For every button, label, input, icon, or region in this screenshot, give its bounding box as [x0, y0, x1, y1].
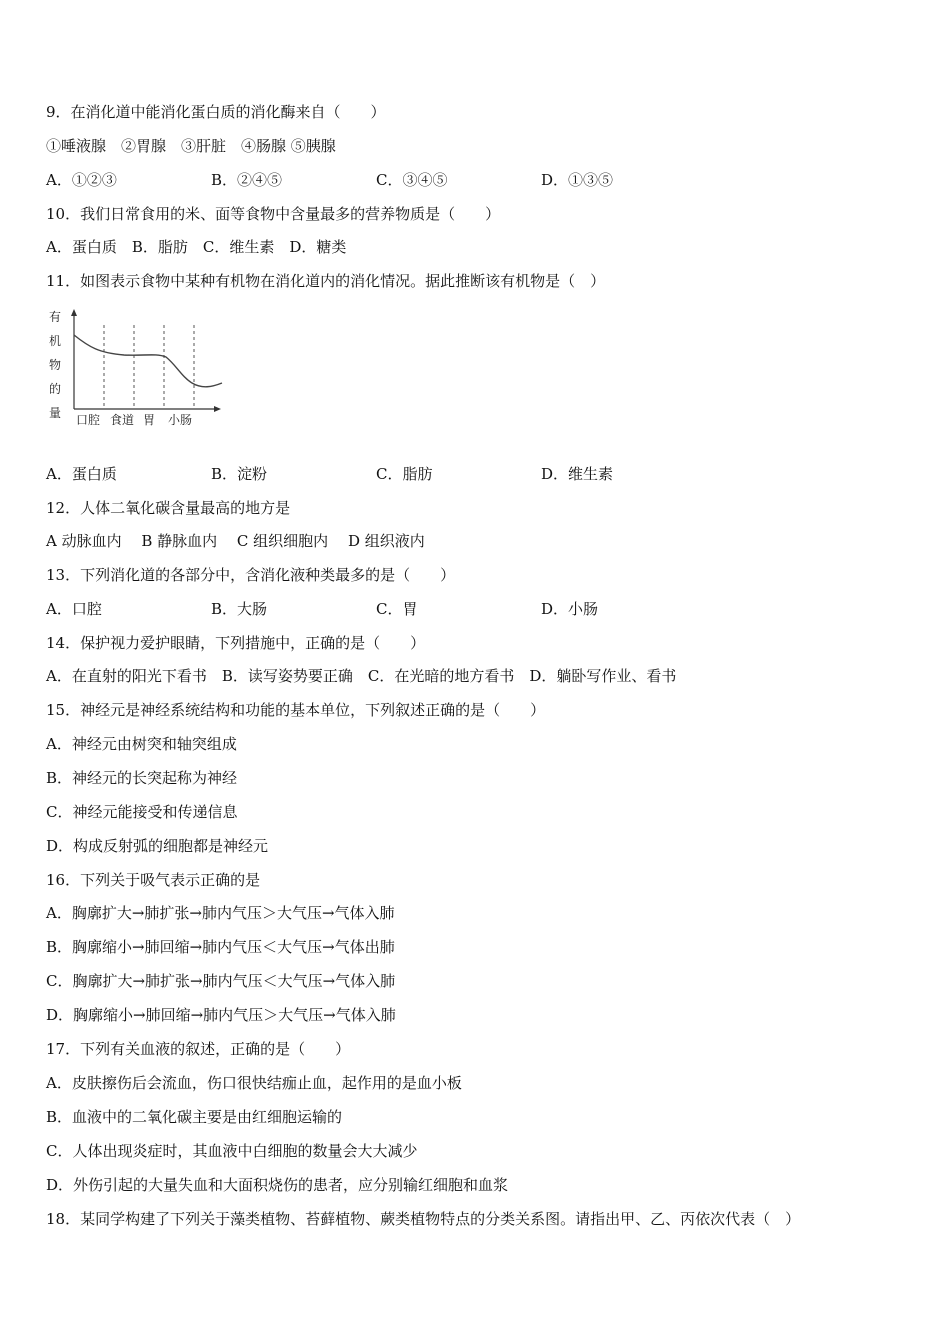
q10-options: A．蛋白质 B．脂肪 C．维生素 D．糖类: [46, 238, 347, 256]
q16-stem: 16．下列关于吸气表示正确的是: [46, 871, 261, 889]
y-label-char: 物: [49, 358, 62, 372]
digestion-curve-figure: [44, 305, 234, 430]
digestion-curve: [74, 335, 222, 387]
q15-stem: 15．神经元是神经系统结构和功能的基本单位，下列叙述正确的是（ ）: [46, 701, 546, 719]
q10-stem: 10．我们日常食用的米、面等食物中含量最多的营养物质是（ ）: [46, 205, 501, 223]
q9-option-b: B．②④⑤: [211, 171, 283, 189]
q13-option-a: A．口腔: [46, 600, 102, 618]
q15-option-d: D．构成反射弧的细胞都是神经元: [46, 837, 269, 855]
y-axis-arrow-icon: [71, 309, 77, 316]
q15-option-a: A．神经元由树突和轴突组成: [46, 735, 237, 753]
q17-option-a: A．皮肤擦伤后会流血，伤口很快结痂止血，起作用的是血小板: [46, 1074, 462, 1092]
q11-option-c: C．脂肪: [376, 465, 433, 483]
q9-items: ①唾液腺 ②胃腺 ③肝脏 ④肠腺 ⑤胰腺: [46, 137, 336, 155]
q15-option-b: B．神经元的长突起称为神经: [46, 769, 238, 787]
q17-option-d: D．外伤引起的大量失血和大面积烧伤的患者，应分别输红细胞和血浆: [46, 1176, 509, 1194]
q16-option-a: A．胸廓扩大→肺扩张→肺内气压＞大气压→气体入肺: [46, 904, 395, 922]
x-label: 小肠: [168, 413, 193, 427]
y-label-char: 有: [49, 310, 62, 324]
q11-stem: 11．如图表示食物中某种有机物在消化道内的消化情况。据此推断该有机物是（ ）: [46, 272, 606, 290]
q11-option-b: B．淀粉: [211, 465, 268, 483]
q17-option-b: B．血液中的二氧化碳主要是由红细胞运输的: [46, 1108, 343, 1126]
q14-stem: 14．保护视力爱护眼睛，下列措施中，正确的是（ ）: [46, 634, 426, 652]
x-label: 胃: [143, 413, 156, 427]
q13-option-b: B．大肠: [211, 600, 268, 618]
q13-option-d: D．小肠: [541, 600, 599, 618]
q9-stem: 9．在消化道中能消化蛋白质的消化酶来自（ ）: [46, 103, 386, 121]
y-label-char: 机: [49, 334, 62, 348]
q12-options: A 动脉血内 B 静脉血内 C 组织细胞内 D 组织液内: [46, 532, 425, 550]
q11-option-a: A．蛋白质: [46, 465, 117, 483]
q16-option-c: C．胸廓扩大→肺扩张→肺内气压＜大气压→气体入肺: [46, 972, 396, 990]
q14-options: A．在直射的阳光下看书 B．读写姿势要正确 C．在光暗的地方看书 D．躺卧写作业、看书: [46, 667, 677, 685]
q17-option-c: C．人体出现炎症时，其血液中白细胞的数量会大大减少: [46, 1142, 418, 1160]
x-label: 食道: [110, 413, 135, 427]
q17-stem: 17．下列有关血液的叙述，正确的是（ ）: [46, 1040, 351, 1058]
y-label-char: 的: [49, 382, 62, 396]
q9-option-d: D．①③⑤: [541, 171, 614, 189]
x-axis-arrow-icon: [214, 406, 221, 412]
q16-option-d: D．胸廓缩小→肺回缩→肺内气压＞大气压→气体入肺: [46, 1006, 396, 1024]
q11-option-d: D．维生素: [541, 465, 614, 483]
q18-stem: 18．某同学构建了下列关于藻类植物、苔藓植物、蕨类植物特点的分类关系图。请指出甲、乙、丙依次代表（ ）: [46, 1210, 801, 1228]
q9-option-a: A．①②③: [46, 171, 117, 189]
q13-stem: 13．下列消化道的各部分中，含消化液种类最多的是（ ）: [46, 566, 456, 584]
q13-option-c: C．胃: [376, 600, 418, 618]
q15-option-c: C．神经元能接受和传递信息: [46, 803, 238, 821]
q16-option-b: B．胸廓缩小→肺回缩→肺内气压＜大气压→气体出肺: [46, 938, 395, 956]
q9-option-c: C．③④⑤: [376, 171, 448, 189]
q12-stem: 12．人体二氧化碳含量最高的地方是: [46, 499, 291, 517]
x-label: 口腔: [76, 413, 101, 427]
y-label-char: 量: [49, 406, 62, 420]
